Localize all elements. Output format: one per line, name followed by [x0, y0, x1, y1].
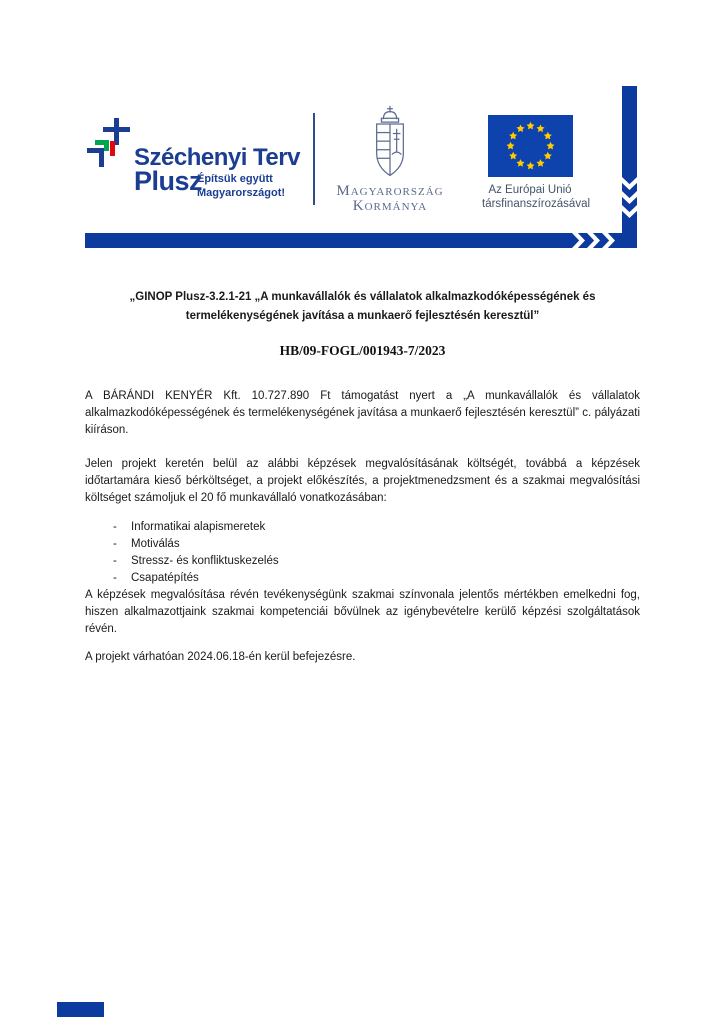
paragraph-completion-date: A projekt várhatóan 2024.06.18-én kerül befejezésre.	[85, 651, 356, 663]
eu-cofinancing-line1: Az Európai Unió	[488, 184, 572, 196]
project-title-line2: termelékenységének javítása a munkaerő fejlesztésén keresztül”	[185, 310, 540, 322]
szechenyi-plus-cross-icon	[87, 110, 137, 176]
cross-blue-bracket	[87, 148, 104, 167]
list-bullet: -	[113, 520, 117, 533]
footer-graphic-fragment	[57, 1002, 104, 1017]
header-horizontal-bar	[85, 233, 637, 248]
list-item	[85, 519, 640, 536]
eu-flag-icon	[488, 115, 573, 177]
szechenyi-logo-plusz: Plusz	[134, 166, 203, 196]
szechenyi-logo-title: Széchenyi Terv	[134, 144, 300, 171]
szechenyi-logo-tagline	[197, 172, 285, 200]
list-bullet: -	[113, 571, 117, 584]
paragraph-training-benefits: A képzések megvalósítása révén tevékenységünk szakmai színvonala jelentős mértékben emelkedni fog, hiszen alkalmazottjaink szakmai kompetenciái bővülnek az igénybevételre kerülő képzési szolgáltatások révén.	[85, 588, 640, 635]
list-bullet: -	[113, 554, 117, 567]
government-name-line1: Magyarország	[336, 183, 444, 199]
paragraph-project-scope: Jelen projekt keretén belül az alábbi képzések megvalósításának költségét, továbbá a képzések időtartamára kieső bérköltséget, a projekt előkészítés, a projektmenedzsment és a szakmai megvalósítási költséget számoljuk el 20 fő munkavállaló vonatkozásában:	[85, 458, 640, 504]
eu-cofinancing-line2: társfinanszírozásával	[482, 198, 591, 210]
training-list	[85, 519, 640, 587]
hungarian-government-logo	[330, 104, 450, 220]
header-divider-line	[313, 113, 315, 205]
list-item-label: Csapatépítés	[131, 571, 199, 584]
szechenyi-terv-plusz-logo	[85, 100, 315, 210]
header-vertical-bar	[622, 86, 637, 248]
list-item	[85, 536, 640, 553]
cross-red-segment	[110, 141, 115, 156]
list-item-label: Stressz- és konfliktuskezelés	[131, 554, 279, 567]
project-reference-number: HB/09-FOGL/001943-7/2023	[279, 343, 446, 358]
government-name-line2: Kormánya	[352, 198, 428, 214]
eu-cofinancing-block	[482, 112, 591, 211]
list-bullet: -	[113, 537, 117, 550]
tagline-line2: Magyarországot!	[197, 187, 286, 199]
list-item	[85, 570, 640, 587]
project-title-line1: „GINOP Plusz-3.2.1-21 „A munkavállalók és vállalatok alkalmazkodóképességének és	[129, 291, 596, 303]
list-item	[85, 553, 640, 570]
tagline-line1: Építsük együtt	[197, 173, 273, 185]
list-item-label: Motiválás	[131, 537, 180, 550]
list-item-label: Informatikai alapismeretek	[131, 520, 266, 533]
cross-blue-horizontal	[103, 127, 130, 132]
document-content	[85, 288, 640, 678]
project-title	[85, 288, 640, 326]
hungarian-coat-of-arms-icon	[368, 104, 412, 184]
paragraph-grant-summary: A BÁRÁNDI KENYÉR Kft. 10.727.890 Ft támogatást nyert a „A munkavállalók és vállalatok alkalmazkodóképességének és termelékenységének javítása a munkaerő fejlesztésén keresztül” c. pályázati kiíráson.	[85, 390, 640, 436]
